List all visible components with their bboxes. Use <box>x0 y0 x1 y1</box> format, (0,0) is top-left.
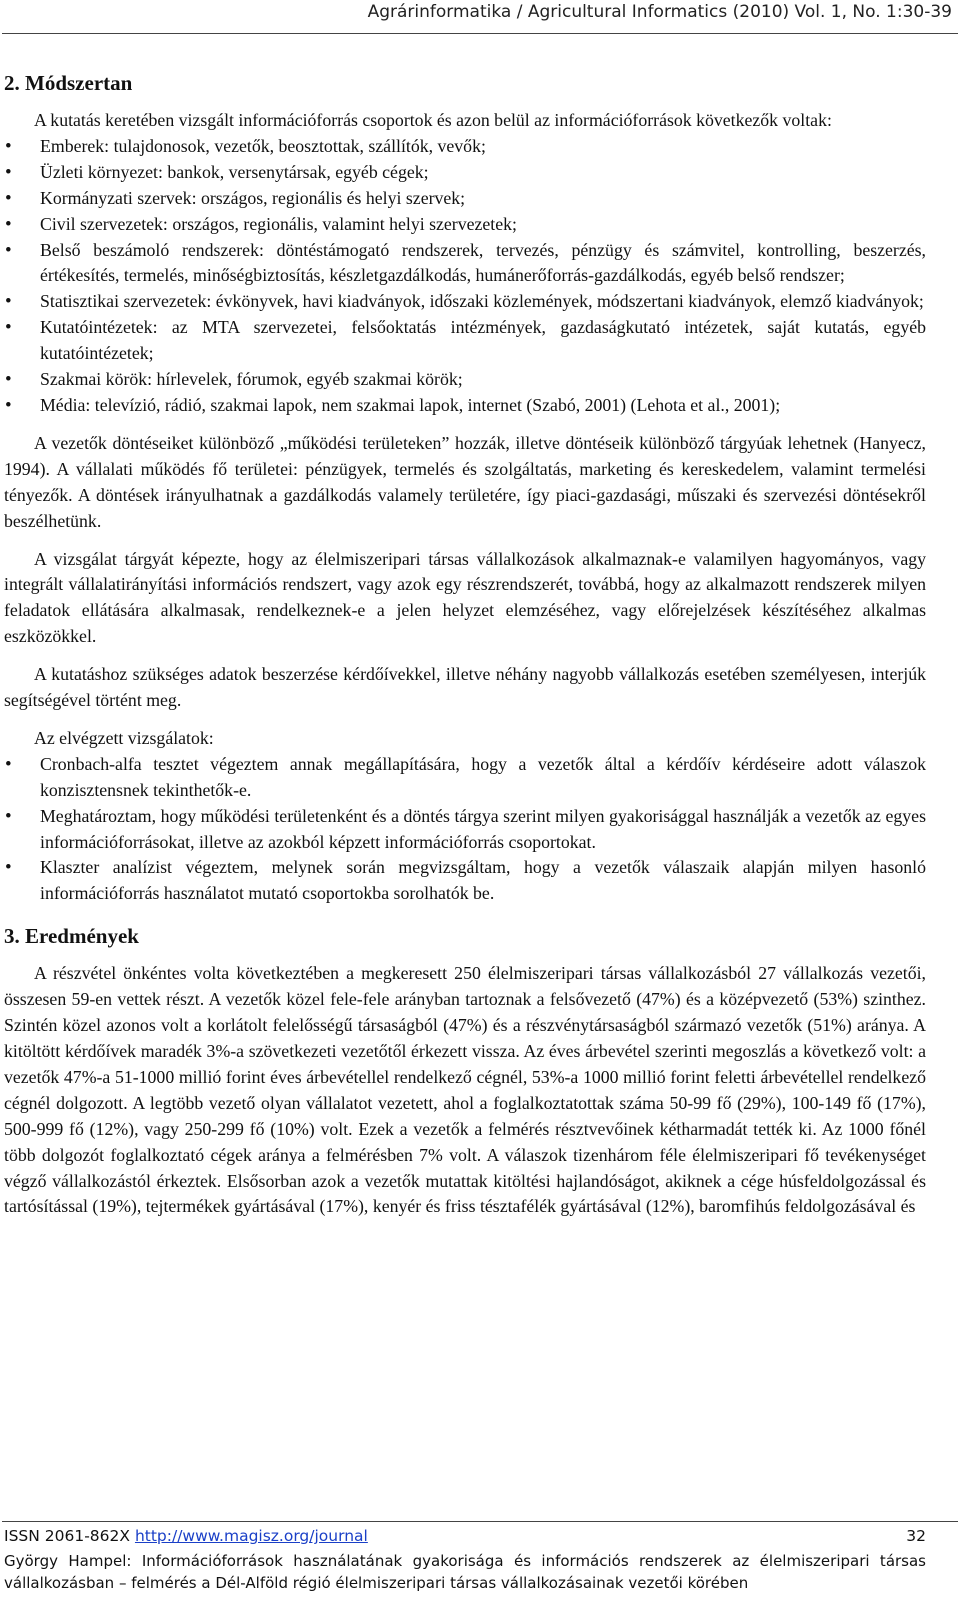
section-heading-methods: 2. Módszertan <box>4 71 133 95</box>
list-item: • Civil szervezetek: országos, regionális, valamint helyi szervezetek; <box>4 212 926 238</box>
footer-citation: György Hampel: Információforrások használatának gyakorisága és információs rendszerek az élelmiszeripari társas vállalkozásban – felmérés a Dél-Alföld régió élelmiszeripari társas vállalkozásainak vezetői körében <box>4 1552 926 1592</box>
journal-link[interactable]: http://www.magisz.org/journal <box>134 1527 368 1545</box>
list-item: • Belső beszámoló rendszerek: döntéstámogató rendszerek, tervezés, pénzügy és számvitel, kontrolling, beszerzés, értékesítés, termelés, minőségbiztosítás, készletgazdálkodás, humánerőforrás-gazdálkodás, egyéb belső rendszer; <box>4 238 926 290</box>
list-item: • Cronbach-alfa tesztet végeztem annak megállapítására, hogy a vezetők által a kérdőív kérdéseire adott válaszok konzisztensnek tekinthetők-e. <box>4 752 926 804</box>
section-heading-results: 3. Eredmények <box>4 924 139 949</box>
list-item: • Média: televízió, rádió, szakmai lapok, nem szakmai lapok, internet (Szabó, 2001) (Lehota et al., 2001); <box>4 393 926 419</box>
list-item: • Szakmai körök: hírlevelek, fórumok, egyéb szakmai körök; <box>4 367 926 393</box>
list-item: • Meghatároztam, hogy működési területenként és a döntés tárgya szerint milyen gyakorisággal használják a vezetők az egyes információforrásokat, illetve az azokból képzett információforrás csoportokat. <box>4 804 926 856</box>
footer-line <box>4 1525 926 1547</box>
page-number: 32 <box>906 1527 926 1545</box>
list-item: • Statisztikai szervezetek: évkönyvek, havi kiadványok, időszaki közlemények, módszertani kiadványok, elemző kiadványok; <box>4 289 926 315</box>
issn: ISSN 2061-862X <box>4 1527 131 1545</box>
methods-intro: A kutatás keretében vizsgált információforrás csoportok és azon belül az információforrások következők voltak: <box>34 110 832 130</box>
header-divider <box>2 33 958 34</box>
source-list <box>4 134 926 419</box>
list-item: • Kutatóintézetek: az MTA szervezetei, felsőoktatás intézmények, gazdaságkutató intézetek, saját kutatás, egyéb kutatóintézetek; <box>4 315 926 367</box>
analyses-intro: Az elvégzett vizsgálatok: <box>34 727 214 748</box>
footer-issn-group <box>4 1525 368 1547</box>
paragraph-subject: A vizsgálat tárgyát képezte, hogy az élelmiszeripari társas vállalkozások alkalmaznak-e valamilyen hagyományos, vagy integrált vállalatirányítási információs rendszert, vagy azok egy részrendszerét, továbbá, hogy az alkalmazott rendszerek milyen feladatok ellátására alkalmasak, rendelkeznek-e a jelen helyzet elemzéséhez, vagy előrejelzések készítéséhez alkalmas eszközökkel. <box>4 548 926 647</box>
paragraph-data-collection: A kutatáshoz szükséges adatok beszerzése kérdőívekkel, illetve néhány nagyobb vállalkozás esetében személyesen, interjúk segítségével történt meg. <box>4 664 926 711</box>
list-item: • Kormányzati szervek: országos, regionális és helyi szervek; <box>4 186 926 212</box>
article-body <box>4 68 926 1220</box>
footer-divider <box>2 1521 958 1522</box>
list-item: • Üzleti környezet: bankok, versenytársak, egyéb cégek; <box>4 160 926 186</box>
list-item: • Klaszter analízist végeztem, melynek során megvizsgáltam, hogy a vezetők válaszaik alapján milyen hasonló információforrás használatot mutató csoportokba sorolhatók be. <box>4 855 926 907</box>
analyses-list <box>4 752 926 907</box>
paragraph-results: A részvétel önkéntes volta következtében a megkeresett 250 élelmiszeripari társas vállalkozásból 27 vállalkozás vezetői, összesen 59-en vettek részt. A vezetők közel fele-fele arányban tartoznak a felsővezető (47%) és a középvezető (53%) szinthez. Szintén közel azonos volt a korlátolt felelősségű társaságból (47%) és a részvénytársaságból származó vezetők (51%) aránya. A kitöltött kérdőívek maradék 3%-a szövetkezeti vezetőtől érkezett vissza. Az éves árbevétel szerinti megoszlás a következő volt: a vezetők 47%-a 51-1000 millió forint éves árbevétellel rendelkező cégnél, 53%-a 1000 millió forint feletti árbevétellel rendelkező cégnél dolgozott. A legtöbb vezető olyan vállalatot vezetett, ahol a foglalkoztatottak száma 50-99 fő (29%), 100-149 fő (17%), 500-999 fő (12%), vagy 250-299 fő (10%) volt. Ezek a vezetők a felmérés résztvevőinek kétharmadát tették ki. Az 1000 főnél több dolgozót foglalkoztató cégek aránya a felmérésben 7% volt. A válaszok tizenhárom féle élelmiszeripari fő tevékenységet végző vállalkozástól érkeztek. Elsősorban azok a vezetők mutattak kitöltési hajlandóságot, akiknek a cége húsfeldolgozással és tartósítással (19%), tejtermékek gyártásával (17%), kenyér és friss tésztafélék gyártásával (12%), baromfihús feldolgozásával és <box>4 963 926 1217</box>
list-item: • Emberek: tulajdonosok, vezetők, beosztottak, szállítók, vevők; <box>4 134 926 160</box>
running-header: Agrárinformatika / Agricultural Informatics (2010) Vol. 1, No. 1:30-39 <box>367 2 952 22</box>
paragraph-decisions: A vezetők döntéseiket különböző „működési területeken” hozzák, illetve döntéseik különböző tárgyúak lehetnek (Hanyecz, 1994). A vállalati működés fő területei: pénzügyek, termelés és szolgáltatás, marketing és kereskedelem, valamint termelési tényezők. A döntések irányulhatnak a gazdálkodás valamely területére, így piaci-gazdasági, műszaki és szervezési döntésekről beszélhetünk. <box>4 432 926 531</box>
